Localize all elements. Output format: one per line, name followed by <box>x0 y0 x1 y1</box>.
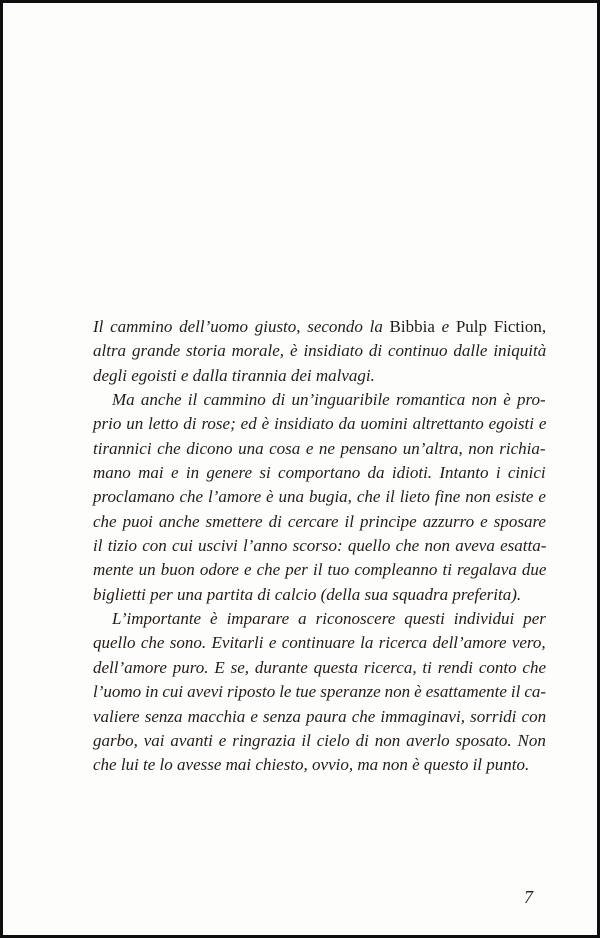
italic-text-segment: che lui te lo avesse mai chiesto, ovvio, ma non è questo il punto. <box>93 755 530 775</box>
text-line-content <box>93 558 546 582</box>
text-line-content <box>93 315 546 339</box>
text-line-content <box>93 631 546 655</box>
text-line-content <box>93 339 546 363</box>
text-line <box>93 412 546 436</box>
text-line <box>93 461 546 485</box>
text-line-content <box>93 753 529 777</box>
text-line <box>93 339 546 363</box>
text-line-content <box>93 364 375 388</box>
text-line-content <box>93 680 546 704</box>
italic-text-segment: garbo, vai avanti e ringrazia il cielo di non averlo sposato. Non <box>93 730 546 750</box>
italic-text-segment: che puoi anche smettere di cercare il principe azzurro e sposare <box>93 511 546 531</box>
text-line <box>93 388 546 412</box>
italic-text-segment: l’uomo in cui avevi riposto le tue speranze non è esattamente il ca- <box>93 682 547 702</box>
text-line-content <box>93 510 546 534</box>
text-line-content <box>93 534 546 558</box>
text-line <box>93 705 546 729</box>
text-line <box>93 510 546 534</box>
text-line-content <box>93 412 546 436</box>
text-line <box>93 753 546 777</box>
text-line-content <box>93 437 546 461</box>
text-line <box>93 364 546 388</box>
text-line <box>93 729 546 753</box>
italic-text-segment: L’importante è imparare a riconoscere questi individui per <box>112 609 546 629</box>
italic-text-segment: prio un letto di rose; ed è insidiato da uomini altrettanto egoisti e <box>93 414 547 434</box>
text-line <box>93 534 546 558</box>
text-line <box>93 437 546 461</box>
italic-text-segment: il tizio con cui uscivi l’anno scorso: quello che non aveva esatta- <box>93 536 547 556</box>
text-line <box>93 631 546 655</box>
italic-text-segment: altra grande storia morale, è insidiato di continuo dalle iniquità <box>93 341 547 361</box>
text-line <box>93 558 546 582</box>
text-line <box>93 656 546 680</box>
italic-text-segment: quello che sono. Evitarli e continuare la ricerca dell’amore vero, <box>93 633 546 653</box>
italic-text-segment: e <box>434 317 456 336</box>
roman-text-segment: Pulp Fiction, <box>455 317 547 336</box>
text-line-content <box>93 461 546 485</box>
text-line-content <box>93 485 546 509</box>
text-line-content <box>93 656 546 680</box>
italic-text-segment: proclamano che l’amore è una bugia, che il lieto fine non esiste e <box>93 487 546 507</box>
text-line-content <box>93 729 546 753</box>
text-line <box>93 583 546 607</box>
italic-text-segment: Ma anche il cammino di un’inguaribile romantica non è pro- <box>112 390 546 410</box>
italic-text-segment: degli egoisti e dalla tirannia dei malvagi. <box>93 365 375 385</box>
italic-text-segment: mano mai e in genere si comportano da idioti. Intanto i cinici <box>93 463 546 483</box>
page-number: 7 <box>524 887 533 907</box>
italic-text-segment: valiere senza macchia e senza paura che immaginavi, sorridi con <box>93 706 547 726</box>
text-line <box>93 485 546 509</box>
text-block <box>93 315 546 778</box>
text-line <box>93 680 546 704</box>
italic-text-segment: dell’amore puro. E se, durante questa ricerca, ti rendi conto che <box>93 657 547 677</box>
roman-text-segment: Bibbia <box>389 317 435 336</box>
text-line-content <box>112 388 546 412</box>
italic-text-segment: biglietti per una partita di calcio (della sua squadra preferita). <box>93 584 522 604</box>
italic-text-segment: tirannici che dicono una cosa e ne pensano un’altra, non richia- <box>93 438 546 458</box>
text-line-content <box>93 705 546 729</box>
italic-text-segment: Il cammino dell’uomo giusto, secondo la <box>93 317 390 336</box>
italic-text-segment: mente un buon odore e che per il tuo compleanno ti regalava due <box>93 560 547 580</box>
text-line-content <box>93 583 521 607</box>
text-line-content <box>112 607 546 631</box>
text-line <box>93 607 546 631</box>
text-line <box>93 315 546 339</box>
